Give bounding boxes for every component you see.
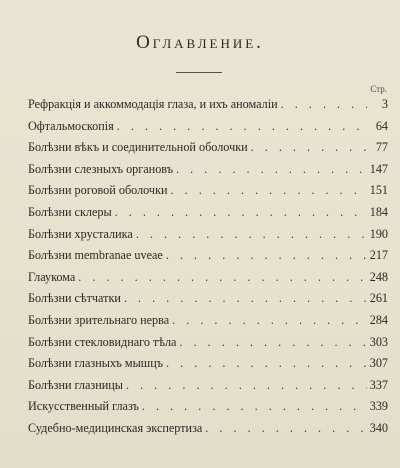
- toc-entry-title: Рефракція и аккоммодація глаза, и ихъ аномаліи: [28, 97, 278, 111]
- toc-entry-title: Болѣзни слезныхъ органовъ: [28, 161, 174, 176]
- toc-entry-page: 284: [369, 312, 388, 327]
- toc-entry-page: 147: [369, 161, 388, 176]
- toc-dot-leader: [171, 183, 367, 198]
- toc-entry-page: 77: [375, 140, 388, 155]
- toc-entry-title: Офтальмоскопія: [28, 118, 114, 133]
- toc-entry-title: Болѣзни склеры: [28, 204, 112, 219]
- toc-dot-leader: [251, 140, 367, 155]
- toc-entry-page: 261: [369, 291, 388, 306]
- toc-dot-leader: [124, 291, 367, 306]
- toc-entry-title: Болѣзни стекловиднаго тѣла: [28, 334, 177, 349]
- toc-entry-title: Болѣзни хрусталика: [28, 226, 133, 241]
- toc-entry: [28, 205, 388, 227]
- toc-entry: [28, 119, 388, 141]
- toc-entry-title: Болѣзни вѣкъ и соединительной оболочки: [28, 140, 248, 155]
- toc-dot-leader: [126, 378, 367, 393]
- toc-entry-title: Болѣзни сѣтчатки: [28, 291, 121, 306]
- toc-dot-leader: [166, 356, 367, 371]
- toc-entry: [28, 356, 388, 378]
- toc-entry: [28, 97, 388, 119]
- toc-entry-page: 184: [369, 204, 388, 219]
- toc-dot-leader: [176, 162, 367, 177]
- toc-dot-leader: [115, 205, 367, 220]
- toc-dot-leader: [179, 335, 366, 350]
- toc-entry-page: 64: [375, 118, 388, 133]
- toc-entry: [28, 183, 388, 205]
- toc-entry: [28, 291, 388, 313]
- toc-dot-leader: [166, 248, 367, 263]
- toc-entry-page: 337: [369, 377, 388, 392]
- toc-entry-page: 340: [369, 420, 388, 435]
- toc-entry: [28, 313, 388, 335]
- table-of-contents: [28, 97, 388, 443]
- toc-entry-title: Глаукома: [28, 269, 76, 284]
- toc-entry: [28, 378, 388, 400]
- toc-entry-page: 3: [381, 97, 388, 111]
- toc-entry-page: 303: [369, 334, 388, 349]
- page-title: Оглавление.: [136, 32, 264, 53]
- toc-entry: [28, 399, 388, 421]
- toc-entry-page: 190: [369, 226, 388, 241]
- toc-dot-leader: [78, 270, 366, 285]
- toc-dot-leader: [205, 421, 366, 436]
- toc-entry: [28, 335, 388, 357]
- toc-dot-leader: [117, 119, 367, 134]
- toc-dot-leader: [172, 313, 367, 328]
- toc-entry: [28, 162, 388, 184]
- toc-entry-title: Искусственный глазъ: [28, 399, 139, 414]
- toc-entry-title: Болѣзни зрительнаго нерва: [28, 312, 170, 327]
- toc-entry: [28, 270, 388, 292]
- toc-entry: [28, 140, 388, 162]
- toc-entry-title: Болѣзни глазныхъ мышцъ: [28, 356, 164, 371]
- toc-entry: [28, 421, 388, 443]
- toc-entry: [28, 227, 388, 249]
- toc-entry-page: 151: [369, 183, 388, 198]
- toc-entry-title: Болѣзни membranae uveae: [28, 248, 163, 263]
- toc-entry-page: 248: [369, 269, 388, 284]
- toc-dot-leader: [136, 227, 367, 242]
- page-column-header: Стр.: [370, 84, 387, 94]
- toc-entry-page: 339: [369, 399, 388, 414]
- toc-entry-title: Болѣзни глазницы: [28, 377, 123, 392]
- toc-dot-leader: [281, 97, 367, 112]
- toc-entry-title: Болѣзни роговой оболочки: [28, 183, 168, 198]
- toc-dot-leader: [142, 399, 367, 414]
- title-divider: [176, 72, 222, 73]
- toc-entry-page: 307: [369, 356, 388, 371]
- toc-entry-title: Судебно-медицинская экспертиза: [28, 420, 203, 435]
- toc-entry-page: 217: [369, 248, 388, 263]
- toc-entry: [28, 248, 388, 270]
